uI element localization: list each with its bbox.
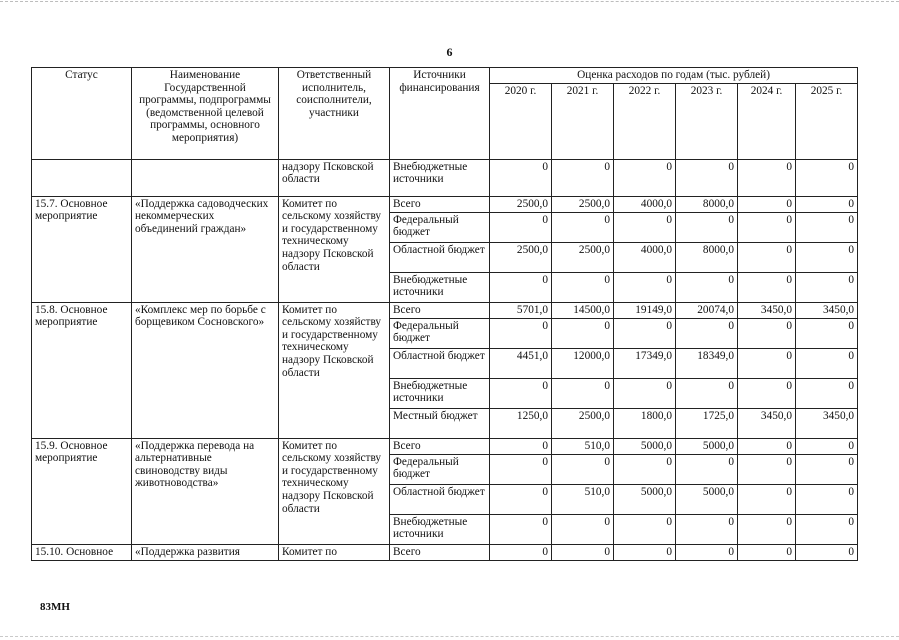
- responsible-cell: Комитет по сельскому хозяйству и государственному техническому надзору Псковской области: [279, 196, 390, 302]
- value-cell: 0: [738, 348, 796, 378]
- scan-edge-bottom: [0, 636, 899, 638]
- value-cell: 0: [796, 196, 858, 212]
- source-cell: Всего: [390, 544, 490, 560]
- value-cell: 0: [738, 212, 796, 242]
- value-cell: 0: [676, 378, 738, 408]
- value-cell: 8000,0: [676, 196, 738, 212]
- table-row: [32, 302, 858, 318]
- table-row: [32, 544, 858, 560]
- value-cell: 1725,0: [676, 408, 738, 438]
- value-cell: 0: [490, 378, 552, 408]
- header-name: Наименование Государственной программы, подпрограммы (ведомственной целевой программы, основного мероприятия): [132, 68, 279, 160]
- name-cell: «Поддержка развития: [132, 544, 279, 560]
- value-cell: 510,0: [552, 438, 614, 454]
- value-cell: 0: [738, 272, 796, 302]
- header-estimate: Оценка расходов по годам (тыс. рублей): [490, 68, 858, 84]
- value-cell: 0: [796, 484, 858, 514]
- value-cell: 0: [796, 272, 858, 302]
- name-cell: «Комплекс мер по борьбе с борщевиком Сосновского»: [132, 302, 279, 438]
- value-cell: 0: [738, 318, 796, 348]
- value-cell: 4451,0: [490, 348, 552, 378]
- value-cell: 0: [796, 544, 858, 560]
- value-cell: 0: [490, 544, 552, 560]
- source-cell: Внебюджетные источники: [390, 514, 490, 544]
- name-cell: «Поддержка садоводческих некоммерческих объединений граждан»: [132, 196, 279, 302]
- header-year: 2022 г.: [614, 83, 676, 159]
- status-cell: 15.7. Основное мероприятие: [32, 196, 132, 302]
- value-cell: 2500,0: [552, 242, 614, 272]
- source-cell: Федеральный бюджет: [390, 454, 490, 484]
- source-cell: Всего: [390, 196, 490, 212]
- value-cell: 0: [552, 454, 614, 484]
- page-number: 6: [446, 45, 453, 59]
- value-cell: 0: [552, 514, 614, 544]
- value-cell: 0: [490, 318, 552, 348]
- status-cell-empty: [32, 159, 132, 196]
- value-cell: 0: [552, 159, 614, 196]
- name-cell-empty: [132, 159, 279, 196]
- value-cell: 0: [738, 438, 796, 454]
- value-cell: 0: [676, 318, 738, 348]
- table-row-continued: [32, 159, 858, 196]
- value-cell: 0: [796, 242, 858, 272]
- status-cell: 15.9. Основное мероприятие: [32, 438, 132, 544]
- status-cell: 15.10. Основное: [32, 544, 132, 560]
- table-header: [32, 68, 858, 160]
- value-cell: 0: [676, 272, 738, 302]
- value-cell: 510,0: [552, 484, 614, 514]
- value-cell: 17349,0: [614, 348, 676, 378]
- name-cell: «Поддержка перевода на альтернативные свиноводству виды животноводства»: [132, 438, 279, 544]
- value-cell: 0: [738, 242, 796, 272]
- value-cell: 0: [738, 196, 796, 212]
- source-cell: Всего: [390, 302, 490, 318]
- value-cell: 0: [552, 272, 614, 302]
- value-cell: 0: [614, 378, 676, 408]
- responsible-cell: Комитет по: [279, 544, 390, 560]
- value-cell: 0: [614, 212, 676, 242]
- value-cell: 5000,0: [614, 484, 676, 514]
- value-cell: 0: [676, 159, 738, 196]
- responsible-cell: Комитет по сельскому хозяйству и государственному техническому надзору Псковской области: [279, 302, 390, 438]
- responsible-cell: надзору Псковской области: [279, 159, 390, 196]
- value-cell: 0: [796, 159, 858, 196]
- value-cell: 1800,0: [614, 408, 676, 438]
- table-row: [32, 196, 858, 212]
- value-cell: 0: [552, 544, 614, 560]
- value-cell: 3450,0: [738, 302, 796, 318]
- source-cell: Федеральный бюджет: [390, 318, 490, 348]
- value-cell: 0: [552, 318, 614, 348]
- value-cell: 0: [738, 378, 796, 408]
- value-cell: 0: [614, 514, 676, 544]
- value-cell: 1250,0: [490, 408, 552, 438]
- value-cell: 0: [796, 212, 858, 242]
- value-cell: 19149,0: [614, 302, 676, 318]
- value-cell: 0: [738, 514, 796, 544]
- value-cell: 18349,0: [676, 348, 738, 378]
- table-row: [32, 438, 858, 454]
- value-cell: 0: [738, 544, 796, 560]
- source-cell: Областной бюджет: [390, 348, 490, 378]
- value-cell: 5000,0: [676, 438, 738, 454]
- source-cell: Федеральный бюджет: [390, 212, 490, 242]
- value-cell: 0: [552, 212, 614, 242]
- value-cell: 0: [676, 544, 738, 560]
- value-cell: 20074,0: [676, 302, 738, 318]
- value-cell: 12000,0: [552, 348, 614, 378]
- value-cell: 5701,0: [490, 302, 552, 318]
- value-cell: 0: [614, 272, 676, 302]
- value-cell: 3450,0: [796, 302, 858, 318]
- source-cell: Внебюджетные источники: [390, 378, 490, 408]
- source-cell: Внебюджетные источники: [390, 159, 490, 196]
- value-cell: 0: [614, 454, 676, 484]
- value-cell: 0: [614, 544, 676, 560]
- value-cell: 0: [490, 272, 552, 302]
- value-cell: 0: [738, 484, 796, 514]
- value-cell: 0: [552, 378, 614, 408]
- header-year: 2023 г.: [676, 83, 738, 159]
- source-cell: Внебюджетные источники: [390, 272, 490, 302]
- value-cell: 0: [490, 159, 552, 196]
- value-cell: 2500,0: [490, 242, 552, 272]
- header-status: Статус: [32, 68, 132, 160]
- value-cell: 0: [490, 514, 552, 544]
- budget-table: [31, 67, 858, 561]
- value-cell: 0: [796, 438, 858, 454]
- value-cell: 0: [676, 212, 738, 242]
- value-cell: 0: [738, 454, 796, 484]
- value-cell: 0: [796, 318, 858, 348]
- value-cell: 0: [796, 514, 858, 544]
- header-year: 2020 г.: [490, 83, 552, 159]
- value-cell: 0: [490, 484, 552, 514]
- responsible-cell: Комитет по сельскому хозяйству и государственному техническому надзору Псковской области: [279, 438, 390, 544]
- value-cell: 5000,0: [614, 438, 676, 454]
- value-cell: 0: [796, 378, 858, 408]
- header-sources: Источники финансирования: [390, 68, 490, 160]
- value-cell: 14500,0: [552, 302, 614, 318]
- header-year: 2025 г.: [796, 83, 858, 159]
- source-cell: Всего: [390, 438, 490, 454]
- header-year: 2024 г.: [738, 83, 796, 159]
- value-cell: 3450,0: [738, 408, 796, 438]
- value-cell: 0: [614, 318, 676, 348]
- value-cell: 0: [676, 514, 738, 544]
- value-cell: 4000,0: [614, 196, 676, 212]
- value-cell: 3450,0: [796, 408, 858, 438]
- value-cell: 0: [738, 159, 796, 196]
- value-cell: 8000,0: [676, 242, 738, 272]
- value-cell: 0: [490, 454, 552, 484]
- value-cell: 2500,0: [552, 196, 614, 212]
- value-cell: 0: [490, 212, 552, 242]
- value-cell: 0: [796, 454, 858, 484]
- value-cell: 0: [796, 348, 858, 378]
- value-cell: 2500,0: [552, 408, 614, 438]
- source-cell: Областной бюджет: [390, 242, 490, 272]
- value-cell: 0: [490, 438, 552, 454]
- status-cell: 15.8. Основное мероприятие: [32, 302, 132, 438]
- source-cell: Областной бюджет: [390, 484, 490, 514]
- source-cell: Местный бюджет: [390, 408, 490, 438]
- value-cell: 2500,0: [490, 196, 552, 212]
- value-cell: 4000,0: [614, 242, 676, 272]
- header-responsible: Ответственный исполнитель, соисполнители, участники: [279, 68, 390, 160]
- value-cell: 0: [614, 159, 676, 196]
- value-cell: 5000,0: [676, 484, 738, 514]
- document-code: 83МН: [40, 601, 70, 613]
- scan-edge-top: [0, 1, 899, 3]
- header-year: 2021 г.: [552, 83, 614, 159]
- value-cell: 0: [676, 454, 738, 484]
